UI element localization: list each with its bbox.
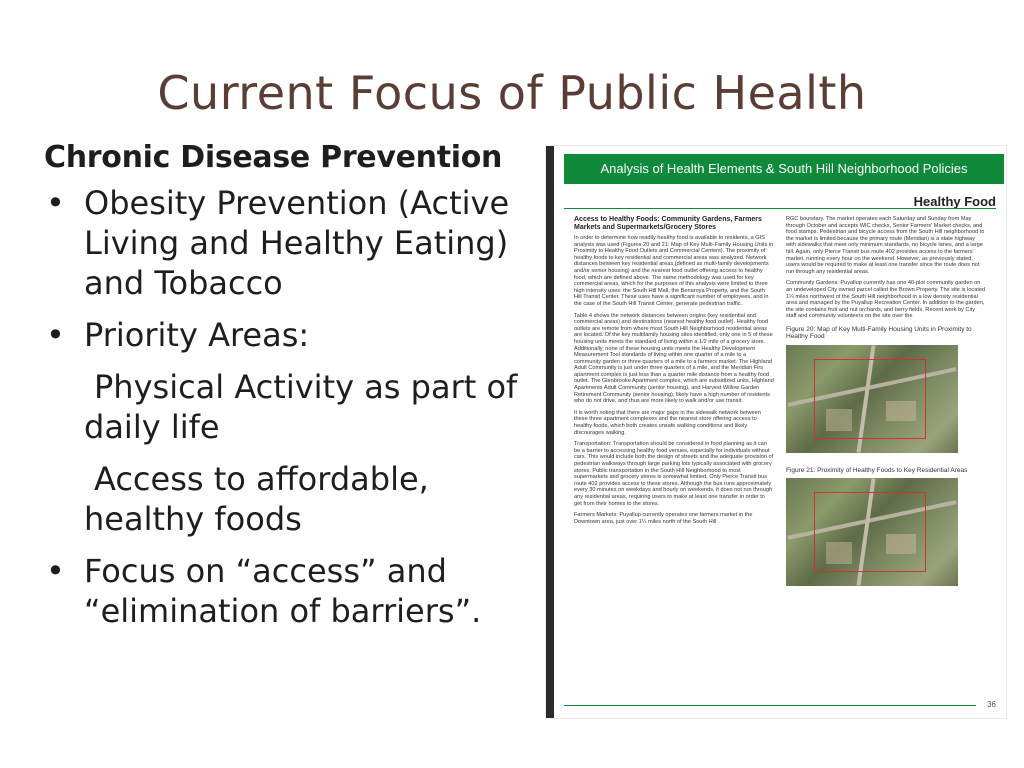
doc-column-title: Access to Healthy Foods: Community Gardens, Farmers Markets and Supermarkets/Grocery Stores xyxy=(574,216,762,231)
map-boundary xyxy=(814,492,926,572)
sub-item xyxy=(44,459,534,539)
doc-paragraph: Community Gardens: Puyallup currently has one 40-plot community garden on an undeveloped City owned parcel called the Brown Property. The site is located 1¼ miles northwest of the South Hill neighborhood in a low density residential area and managed by the Puyallup Recreation Center. In addition to the garden, the site contains fruit and nut orchards, and berry fields. Recent work by City staff and community volunteers on the site over the xyxy=(786,280,986,320)
doc-paragraph: It is worth noting that there are major gaps in the sidewalk network between these three apartment complexes and the nearest store offering access to healthy foods, which both creates unsafe walking conditions and likely discourages walking. xyxy=(574,409,761,436)
figure-21-caption: Figure 21: Proximity of Healthy Foods to Key Residential Areas xyxy=(786,466,968,474)
bullet-text: Priority Areas: xyxy=(84,316,310,354)
doc-paragraph: In order to determine how readily healthy food is available to residents, a GIS analysis was used (Figures 20 and 21: Map of Key Multi-Family Housing Units in Proximity to Healthy Food Outlets and Commercial Centers). The proximity of healthy foods to key residential and commercial areas was analyzed. Network distances between key residential areas (defined as multi-family developments and/or senior housing) and the nearest food outlet offering access to healthy food, which are defined above. The same methodology was used for key commercial areas, which for the purposes of this analysis were limited to three high intensity uses: the South Hill Mall, the Benaroya Property, and the South Hill Transit Center. These uses have a significant number of employees, and in the case of the South Hill Transit Center, generate pedestrian traffic. xyxy=(574,235,774,307)
doc-subheading: Healthy Food xyxy=(913,194,996,209)
doc-paragraph: RGC boundary. The market operates each Saturday and Sunday from May through October and accepts WIC checks, Senior Farmers' Market checks, and food stamps. Pedestrian and bicycle access from the South Hill neighborhood to the market is limited because the primary route (Meridian) is a state highway with sidewalks that meet only minimum standards, no bicycle lanes, and a large hill. Again, only Pierce Transit bus route 402 provides access to the farmers' market, running every hour on the weekend. However, as previously stated, users would be required to make at least one transfer since the route does not run through any residential areas. xyxy=(786,216,985,275)
map-boundary xyxy=(814,359,926,439)
bullet-dot-icon: • xyxy=(46,552,65,590)
bullet-item xyxy=(44,315,534,355)
aerial-map-figure-21 xyxy=(786,478,958,586)
bullet-text: Obesity Prevention (Active Living and Healthy Eating) and Tobacco xyxy=(84,184,510,302)
sub-item-text: Access to affordable, healthy foods xyxy=(84,460,429,538)
bullet-text: Focus on “access” and “elimination of barriers”. xyxy=(84,552,482,630)
sub-item-text: Physical Activity as part of daily life xyxy=(84,368,518,446)
doc-column-right xyxy=(786,216,986,586)
slide-body xyxy=(44,140,534,643)
doc-paragraph: Table 4 shows the network distances between origins (key residential and commercial areas) and destinations (nearest healthy food outlet). Healthy food outlets are remote from where most South Hill Neighborhood residential areas are located. Of the key multifamily housing sites identified, only one in 5 of these housing units meets the standard of living within a 1/2 mile of a grocery store. Additionally, none of these housing units meets the Healthy Development Measurement Tool standards of living within one quarter of a mile to a community garden or three quarters of a mile to a farmers market. The Highland Adult Community is just under three quarters of a mile, and the Meridian Firs apartment complex is just less than a quarter mile distance from a healthy food outlet. The Glenbrooke Apartment complex, which are subsidized units, Highland Apartments Adult Community (senior housing), and Harvest Willow Garden Retirement Community (senior housing), likely have a high number of residents who do not drive, and thus are more likely to walk and/or use transit. xyxy=(574,312,774,405)
document-page-image xyxy=(546,146,1006,718)
figure-20-caption: Figure 20: Map of Key Multi-Family Housing Units in Proximity to Healthy Food xyxy=(786,325,972,341)
doc-header-bar: Analysis of Health Elements & South Hill Neighborhood Policies xyxy=(564,154,1004,184)
slide-title: Current Focus of Public Health xyxy=(157,66,867,120)
doc-divider xyxy=(564,208,996,209)
bullet-item xyxy=(44,183,534,303)
aerial-map-figure-20 xyxy=(786,345,958,453)
page-number: 36 xyxy=(987,700,996,709)
bullet-dot-icon: • xyxy=(46,184,65,222)
sub-item xyxy=(44,367,534,447)
section-heading: Chronic Disease Prevention xyxy=(44,140,503,175)
doc-footer-divider xyxy=(564,705,976,706)
doc-column-left xyxy=(574,216,774,530)
doc-paragraph: Transportation: Transportation should be considered in food planning as it can be a barrier to accessing healthy food venues, especially for individuals without cars. This would include both the design of streets and the adequate provision of pedestrian walkways through large parking lots typically associated with grocery stores. Public transportation in the South Hill Neighborhood to most supermarkets and grocery stores is somewhat limited. Only Pierce Transit bus route 402 provides access to these stores. Although the bus runs approximately every 30 minutes on weekdays and hourly on weekends, it does not run through any residential areas, requiring users to make at least one transfer in order to get from their homes to the stores. xyxy=(574,441,774,507)
doc-paragraph: Farmers Markets: Puyallup currently operates one farmers market in the Downtown area, just over 1¼ miles north of the South Hill xyxy=(574,512,753,525)
bullet-item xyxy=(44,551,534,631)
bullet-dot-icon: • xyxy=(46,316,65,354)
